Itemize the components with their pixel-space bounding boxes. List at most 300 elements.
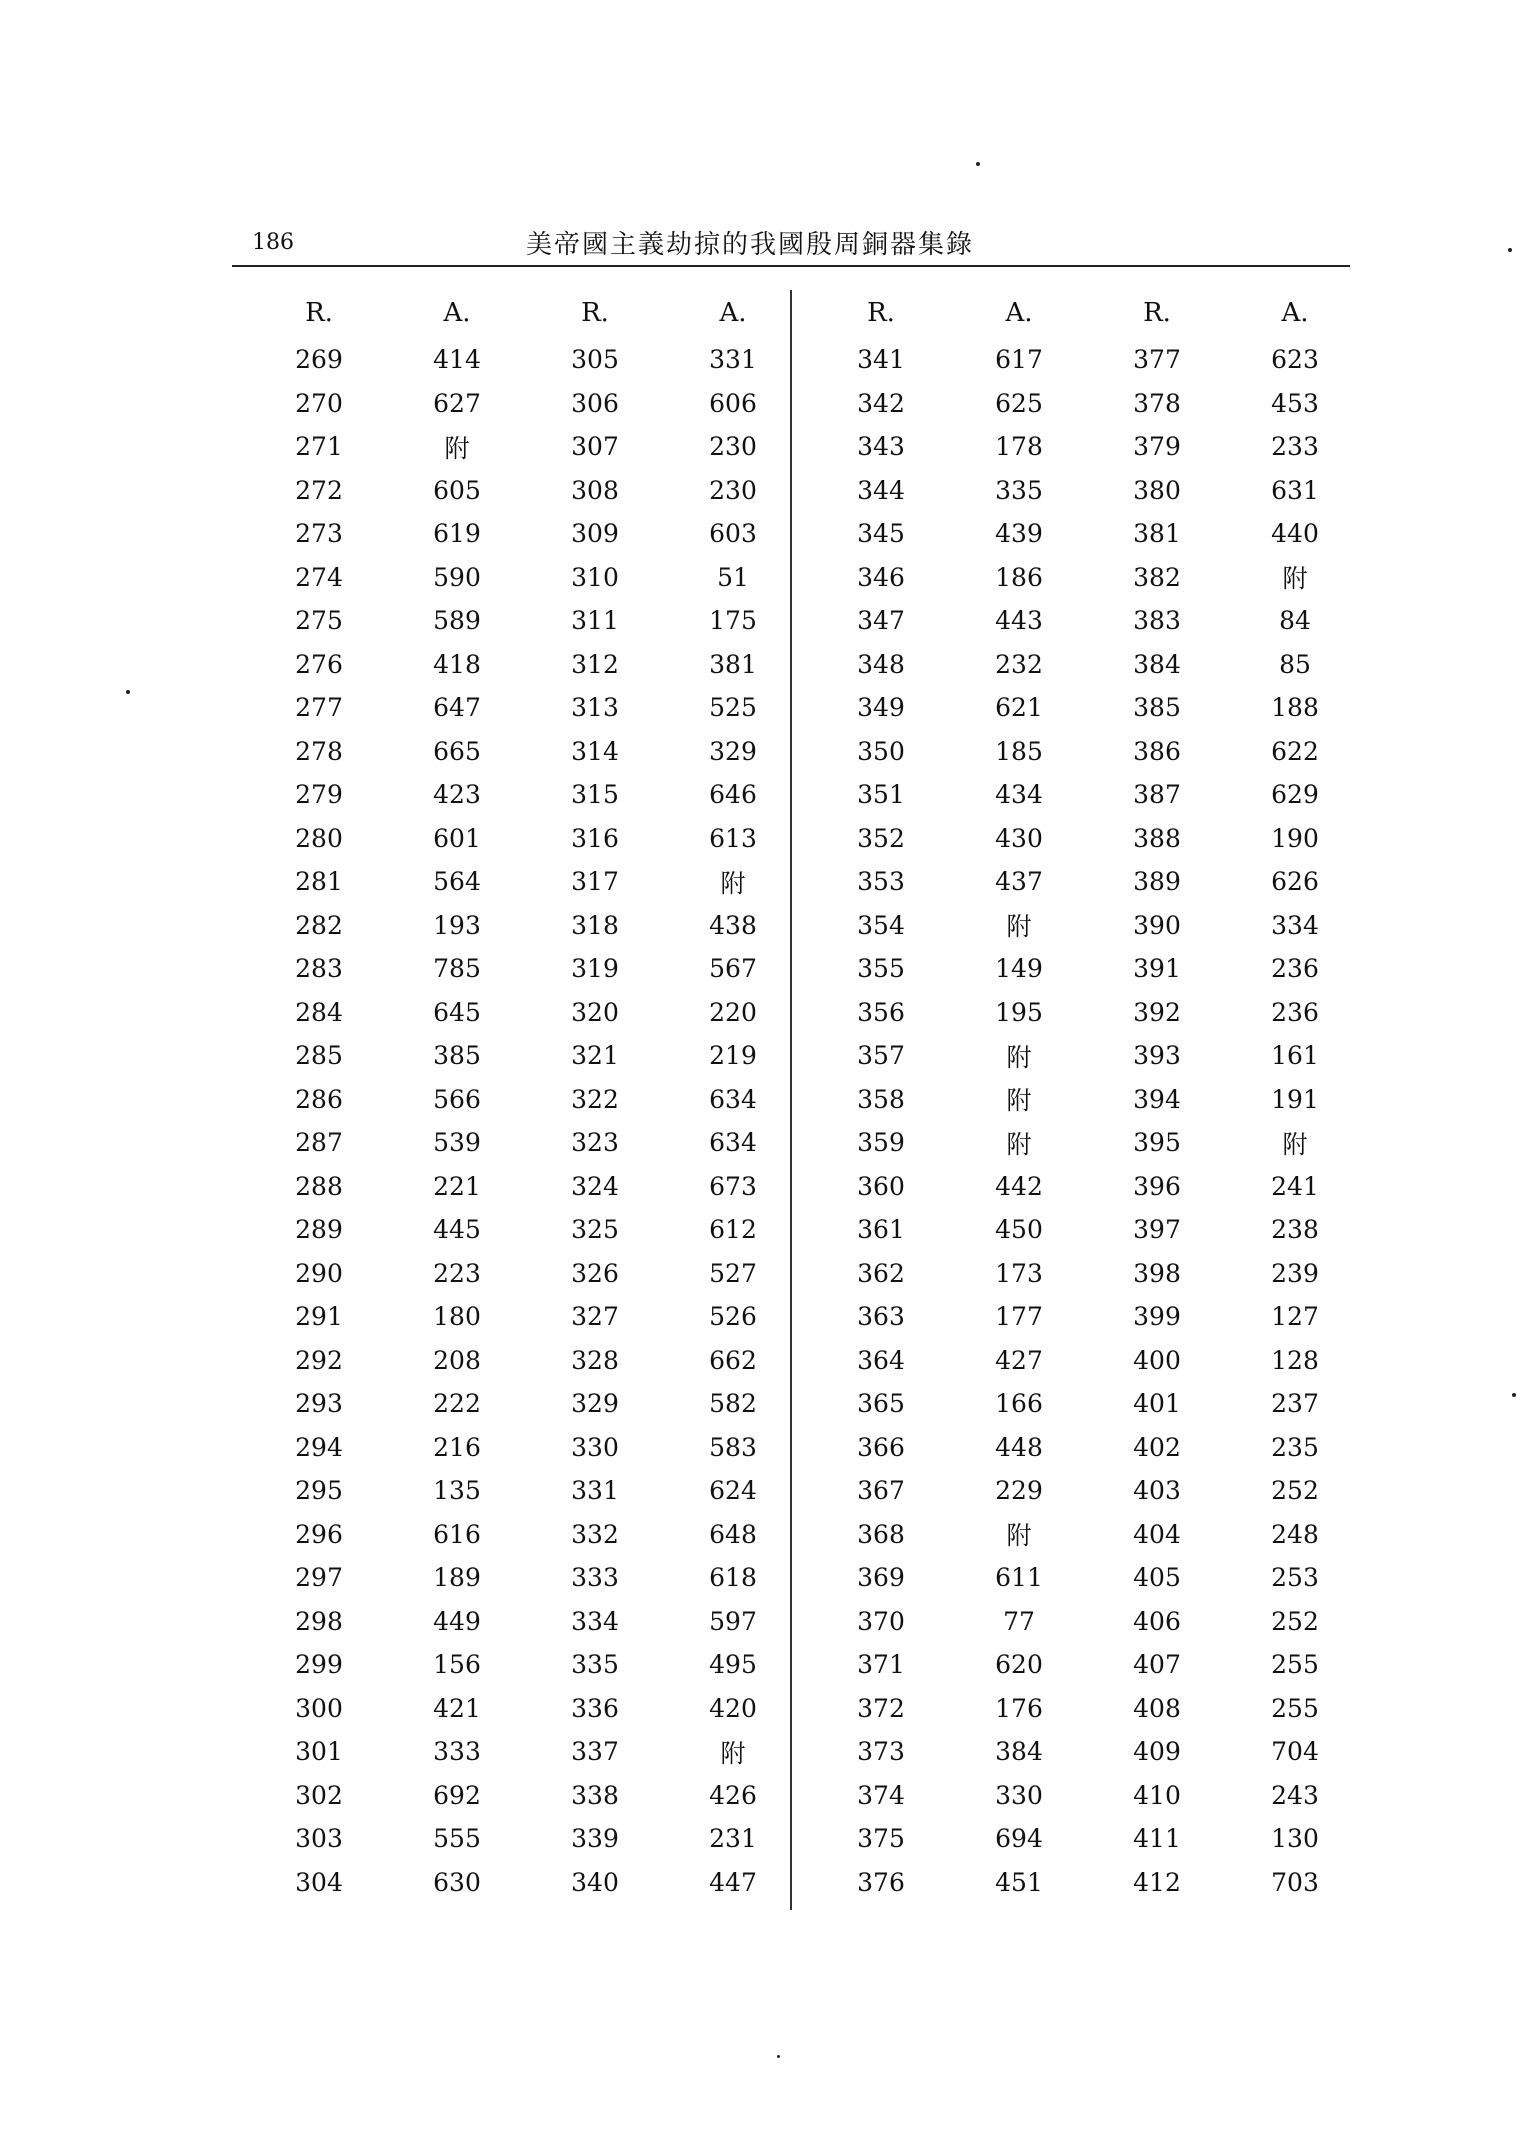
table-row	[250, 1861, 1364, 1905]
table-cell: 619	[433, 519, 481, 549]
table-cell: 350	[857, 736, 905, 766]
table-cell: 418	[433, 649, 481, 679]
column-header-a: A.	[1281, 298, 1309, 328]
column-gap	[802, 1339, 812, 1383]
table-cell: 525	[709, 693, 757, 723]
column-gap	[802, 425, 812, 469]
table-row	[250, 1121, 1364, 1165]
table-cell: 613	[709, 823, 757, 853]
table-cell: 279	[295, 780, 343, 810]
table-cell: 555	[433, 1824, 481, 1854]
table-cell: 647	[433, 693, 481, 723]
table-cell: 附	[720, 1738, 746, 1768]
table-cell: 344	[857, 475, 905, 505]
table-cell: 564	[433, 867, 481, 897]
table-cell: 359	[857, 1128, 905, 1158]
table-cell: 590	[433, 562, 481, 592]
table-cell: 313	[571, 693, 619, 723]
table-cell: 388	[1133, 823, 1181, 853]
table-cell: 367	[857, 1476, 905, 1506]
table-cell: 390	[1133, 910, 1181, 940]
table-cell: 327	[571, 1302, 619, 1332]
table-cell: 298	[295, 1606, 343, 1636]
table-row	[250, 425, 1364, 469]
table-row	[250, 1556, 1364, 1600]
table-cell: 603	[709, 519, 757, 549]
column-gap	[802, 382, 812, 426]
table-cell: 597	[709, 1606, 757, 1636]
column-gap	[802, 730, 812, 774]
table-cell: 785	[433, 954, 481, 984]
column-header-a: A.	[719, 298, 747, 328]
table-cell: 305	[571, 345, 619, 375]
table-cell: 274	[295, 562, 343, 592]
table-cell: 325	[571, 1215, 619, 1245]
table-cell: 320	[571, 997, 619, 1027]
table-cell: 407	[1133, 1650, 1181, 1680]
header-rule	[232, 265, 1350, 267]
table-cell: 358	[857, 1084, 905, 1114]
table-cell: 190	[1271, 823, 1319, 853]
table-cell: 411	[1133, 1824, 1181, 1854]
column-gap	[802, 643, 812, 687]
table-cell: 285	[295, 1041, 343, 1071]
table-cell: 301	[295, 1737, 343, 1767]
table-cell: 361	[857, 1215, 905, 1245]
table-cell: 175	[709, 606, 757, 636]
speck-mark	[126, 690, 130, 694]
table-cell: 334	[571, 1606, 619, 1636]
table-cell: 362	[857, 1258, 905, 1288]
table-cell: 243	[1271, 1780, 1319, 1810]
table-cell: 378	[1133, 388, 1181, 418]
table-cell: 241	[1271, 1171, 1319, 1201]
table-cell: 284	[295, 997, 343, 1027]
table-cell: 332	[571, 1519, 619, 1549]
table-row	[250, 643, 1364, 687]
column-gap	[802, 1121, 812, 1165]
table-cell: 270	[295, 388, 343, 418]
table-cell: 302	[295, 1780, 343, 1810]
table-row	[250, 686, 1364, 730]
table-cell: 231	[709, 1824, 757, 1854]
table-cell: 77	[1003, 1606, 1035, 1636]
table-cell: 399	[1133, 1302, 1181, 1332]
column-gap	[802, 1817, 812, 1861]
table-cell: 526	[709, 1302, 757, 1332]
table-cell: 275	[295, 606, 343, 636]
concordance-table	[250, 288, 1364, 1904]
table-cell: 451	[995, 1867, 1043, 1897]
column-header-a: A.	[1005, 298, 1033, 328]
table-cell: 128	[1271, 1345, 1319, 1375]
speck-mark	[777, 2055, 780, 2058]
table-cell: 395	[1133, 1128, 1181, 1158]
table-cell: 附	[1006, 912, 1032, 942]
table-cell: 304	[295, 1867, 343, 1897]
table-row	[250, 382, 1364, 426]
table-cell: 439	[995, 519, 1043, 549]
table-cell: 495	[709, 1650, 757, 1680]
table-cell: 374	[857, 1780, 905, 1810]
table-cell: 161	[1271, 1041, 1319, 1071]
table-cell: 188	[1271, 693, 1319, 723]
table-cell: 353	[857, 867, 905, 897]
table-row	[250, 1165, 1364, 1209]
table-cell: 365	[857, 1389, 905, 1419]
table-cell: 406	[1133, 1606, 1181, 1636]
table-cell: 337	[571, 1737, 619, 1767]
table-cell: 295	[295, 1476, 343, 1506]
table-cell: 289	[295, 1215, 343, 1245]
table-cell: 527	[709, 1258, 757, 1288]
table-cell: 附	[1006, 1086, 1032, 1116]
table-row	[250, 556, 1364, 600]
table-cell: 324	[571, 1171, 619, 1201]
column-gap	[802, 1469, 812, 1513]
table-cell: 230	[709, 432, 757, 462]
column-gap	[802, 1034, 812, 1078]
table-cell: 307	[571, 432, 619, 462]
column-gap	[802, 686, 812, 730]
column-gap	[802, 1078, 812, 1122]
table-cell: 287	[295, 1128, 343, 1158]
table-cell: 621	[995, 693, 1043, 723]
table-cell: 611	[995, 1563, 1043, 1593]
table-cell: 351	[857, 780, 905, 810]
table-cell: 347	[857, 606, 905, 636]
table-cell: 315	[571, 780, 619, 810]
table-cell: 402	[1133, 1432, 1181, 1462]
table-cell: 601	[433, 823, 481, 853]
column-header-r: R.	[867, 298, 895, 328]
column-gap	[802, 1643, 812, 1687]
column-gap	[802, 947, 812, 991]
table-cell: 648	[709, 1519, 757, 1549]
table-cell: 339	[571, 1824, 619, 1854]
column-header-r: R.	[1143, 298, 1171, 328]
table-cell: 618	[709, 1563, 757, 1593]
table-cell: 368	[857, 1519, 905, 1549]
table-cell: 319	[571, 954, 619, 984]
table-row	[250, 469, 1364, 513]
table-cell: 694	[995, 1824, 1043, 1854]
table-cell: 191	[1271, 1084, 1319, 1114]
table-cell: 357	[857, 1041, 905, 1071]
table-cell: 223	[433, 1258, 481, 1288]
table-row	[250, 1252, 1364, 1296]
table-cell: 408	[1133, 1693, 1181, 1723]
table-row	[250, 1078, 1364, 1122]
table-cell: 326	[571, 1258, 619, 1288]
table-cell: 236	[1271, 954, 1319, 984]
table-cell: 379	[1133, 432, 1181, 462]
table-cell: 236	[1271, 997, 1319, 1027]
table-cell: 323	[571, 1128, 619, 1158]
table-cell: 397	[1133, 1215, 1181, 1245]
table-cell: 附	[1282, 564, 1308, 594]
table-cell: 299	[295, 1650, 343, 1680]
table-cell: 392	[1133, 997, 1181, 1027]
table-cell: 348	[857, 649, 905, 679]
table-cell: 385	[1133, 693, 1181, 723]
table-cell: 318	[571, 910, 619, 940]
table-cell: 440	[1271, 519, 1319, 549]
table-cell: 646	[709, 780, 757, 810]
column-gap	[802, 1600, 812, 1644]
table-cell: 665	[433, 736, 481, 766]
table-cell: 349	[857, 693, 905, 723]
table-cell: 420	[709, 1693, 757, 1723]
column-gap	[802, 1513, 812, 1557]
table-cell: 220	[709, 997, 757, 1027]
table-cell: 622	[1271, 736, 1319, 766]
table-cell: 297	[295, 1563, 343, 1593]
table-cell: 176	[995, 1693, 1043, 1723]
table-cell: 427	[995, 1345, 1043, 1375]
column-header-r: R.	[581, 298, 609, 328]
table-cell: 149	[995, 954, 1043, 984]
table-cell: 195	[995, 997, 1043, 1027]
page-number: 186	[252, 230, 294, 255]
table-cell: 405	[1133, 1563, 1181, 1593]
column-gap	[802, 1730, 812, 1774]
table-cell: 306	[571, 388, 619, 418]
header-row	[250, 288, 1364, 338]
table-cell: 410	[1133, 1780, 1181, 1810]
column-gap	[802, 991, 812, 1035]
table-cell: 292	[295, 1345, 343, 1375]
table-cell: 238	[1271, 1215, 1319, 1245]
table-cell: 566	[433, 1084, 481, 1114]
table-row	[250, 1600, 1364, 1644]
table-cell: 338	[571, 1780, 619, 1810]
table-cell: 186	[995, 562, 1043, 592]
table-cell: 404	[1133, 1519, 1181, 1549]
table-cell: 333	[433, 1737, 481, 1767]
table-cell: 423	[433, 780, 481, 810]
table-cell: 342	[857, 388, 905, 418]
table-cell: 369	[857, 1563, 905, 1593]
table-cell: 222	[433, 1389, 481, 1419]
table-cell: 130	[1271, 1824, 1319, 1854]
table-cell: 381	[709, 649, 757, 679]
table-cell: 448	[995, 1432, 1043, 1462]
table-cell: 605	[433, 475, 481, 505]
table-cell: 616	[433, 1519, 481, 1549]
table-cell: 322	[571, 1084, 619, 1114]
column-gap	[802, 1382, 812, 1426]
table-cell: 317	[571, 867, 619, 897]
table-cell: 382	[1133, 562, 1181, 592]
table-cell: 703	[1271, 1867, 1319, 1897]
table-cell: 293	[295, 1389, 343, 1419]
table-cell: 430	[995, 823, 1043, 853]
column-gap	[802, 817, 812, 861]
table-cell: 645	[433, 997, 481, 1027]
table-cell: 375	[857, 1824, 905, 1854]
table-cell: 627	[433, 388, 481, 418]
table-cell: 252	[1271, 1476, 1319, 1506]
table-cell: 308	[571, 475, 619, 505]
speck-mark	[1512, 1393, 1516, 1397]
table-cell: 321	[571, 1041, 619, 1071]
table-cell: 426	[709, 1780, 757, 1810]
speck-mark	[976, 162, 980, 166]
column-gap	[802, 288, 812, 338]
table-cell: 421	[433, 1693, 481, 1723]
table-row	[250, 1426, 1364, 1470]
table-cell: 329	[709, 736, 757, 766]
table-cell: 443	[995, 606, 1043, 636]
table-cell: 620	[995, 1650, 1043, 1680]
table-cell: 232	[995, 649, 1043, 679]
table-cell: 331	[709, 345, 757, 375]
running-title: 美帝國主義劫掠的我國殷周銅器集錄	[525, 230, 974, 260]
table-cell: 449	[433, 1606, 481, 1636]
table-cell: 336	[571, 1693, 619, 1723]
table-cell: 233	[1271, 432, 1319, 462]
table-cell: 582	[709, 1389, 757, 1419]
table-cell: 355	[857, 954, 905, 984]
table-cell: 372	[857, 1693, 905, 1723]
table-cell: 631	[1271, 475, 1319, 505]
column-gap	[802, 1165, 812, 1209]
table-body	[250, 338, 1364, 1904]
table-cell: 235	[1271, 1432, 1319, 1462]
table-cell: 252	[1271, 1606, 1319, 1636]
table-cell: 272	[295, 475, 343, 505]
table-cell: 345	[857, 519, 905, 549]
table-cell: 310	[571, 562, 619, 592]
table-cell: 239	[1271, 1258, 1319, 1288]
table-cell: 135	[433, 1476, 481, 1506]
table-cell: 127	[1271, 1302, 1319, 1332]
table-cell: 442	[995, 1171, 1043, 1201]
table-cell: 291	[295, 1302, 343, 1332]
table-cell: 330	[995, 1780, 1043, 1810]
table-cell: 附	[720, 868, 746, 898]
table-cell: 166	[995, 1389, 1043, 1419]
table-cell: 208	[433, 1345, 481, 1375]
table-row	[250, 1643, 1364, 1687]
table-cell: 85	[1279, 649, 1311, 679]
table-cell: 333	[571, 1563, 619, 1593]
table-cell: 255	[1271, 1693, 1319, 1723]
table-cell: 343	[857, 432, 905, 462]
table-cell: 316	[571, 823, 619, 853]
table-cell: 625	[995, 388, 1043, 418]
table-cell: 434	[995, 780, 1043, 810]
table-cell: 401	[1133, 1389, 1181, 1419]
table-cell: 363	[857, 1302, 905, 1332]
table-cell: 377	[1133, 345, 1181, 375]
table-row	[250, 1339, 1364, 1383]
table-cell: 277	[295, 693, 343, 723]
table-row	[250, 1034, 1364, 1078]
table-cell: 623	[1271, 345, 1319, 375]
table-cell: 341	[857, 345, 905, 375]
table-cell: 303	[295, 1824, 343, 1854]
table-cell: 84	[1279, 606, 1311, 636]
table-row	[250, 599, 1364, 643]
table-row	[250, 338, 1364, 382]
table-row	[250, 1469, 1364, 1513]
column-gap	[802, 556, 812, 600]
column-gap	[802, 512, 812, 556]
table-cell: 269	[295, 345, 343, 375]
column-gap	[802, 1556, 812, 1600]
table-row	[250, 730, 1364, 774]
table-row	[250, 1513, 1364, 1557]
table-cell: 286	[295, 1084, 343, 1114]
table-row	[250, 1730, 1364, 1774]
table-cell: 156	[433, 1650, 481, 1680]
table-row	[250, 1817, 1364, 1861]
table-cell: 221	[433, 1171, 481, 1201]
table-cell: 414	[433, 345, 481, 375]
table-cell: 276	[295, 649, 343, 679]
table-cell: 185	[995, 736, 1043, 766]
table-row	[250, 512, 1364, 556]
table-cell: 253	[1271, 1563, 1319, 1593]
table-cell: 294	[295, 1432, 343, 1462]
table-cell: 177	[995, 1302, 1043, 1332]
column-gap	[802, 1774, 812, 1818]
table-cell: 624	[709, 1476, 757, 1506]
table-cell: 309	[571, 519, 619, 549]
table-cell: 附	[1282, 1129, 1308, 1159]
table-cell: 412	[1133, 1867, 1181, 1897]
table-cell: 376	[857, 1867, 905, 1897]
table-cell: 389	[1133, 867, 1181, 897]
table-row	[250, 773, 1364, 817]
table-cell: 629	[1271, 780, 1319, 810]
table-cell: 354	[857, 910, 905, 940]
table-cell: 539	[433, 1128, 481, 1158]
table-cell: 626	[1271, 867, 1319, 897]
table-row	[250, 860, 1364, 904]
table-cell: 617	[995, 345, 1043, 375]
speck-mark	[1508, 248, 1512, 252]
table-cell: 371	[857, 1650, 905, 1680]
table-cell: 附	[1006, 1129, 1032, 1159]
column-gap	[802, 1208, 812, 1252]
column-header-r: R.	[305, 298, 333, 328]
table-cell: 380	[1133, 475, 1181, 505]
table-cell: 附	[444, 433, 470, 463]
table-cell: 329	[571, 1389, 619, 1419]
table-cell: 288	[295, 1171, 343, 1201]
table-cell: 383	[1133, 606, 1181, 636]
table-cell: 335	[571, 1650, 619, 1680]
table-cell: 692	[433, 1780, 481, 1810]
table-row	[250, 947, 1364, 991]
table-cell: 394	[1133, 1084, 1181, 1114]
table-cell: 300	[295, 1693, 343, 1723]
table-cell: 366	[857, 1432, 905, 1462]
table-cell: 673	[709, 1171, 757, 1201]
table-row	[250, 1295, 1364, 1339]
column-gap	[802, 1687, 812, 1731]
table-row	[250, 1382, 1364, 1426]
table-cell: 453	[1271, 388, 1319, 418]
table-cell: 312	[571, 649, 619, 679]
table-cell: 51	[717, 562, 749, 592]
table-cell: 445	[433, 1215, 481, 1245]
table-cell: 364	[857, 1345, 905, 1375]
table-cell: 385	[433, 1041, 481, 1071]
